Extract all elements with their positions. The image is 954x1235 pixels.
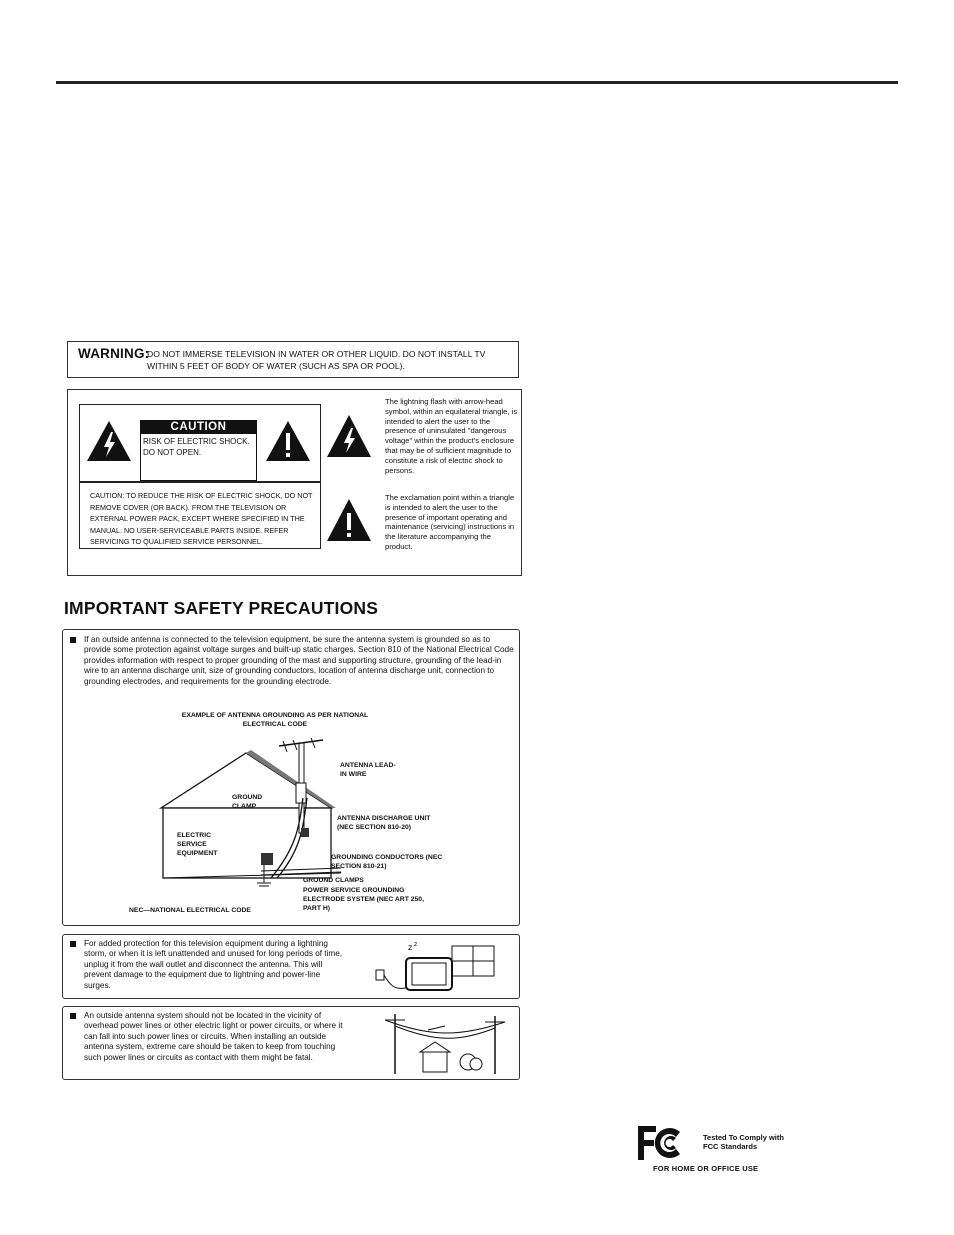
lightning-storm-text: For added protection for this television equipment during a lightning storm, or when it is left unattended and unused for long periods of time, unplug it from the wall outlet and disconnect the antenna. This will prevent damage to the equipment due to lightning and power-line surges.: [84, 939, 343, 990]
svg-text:z: z: [414, 941, 418, 948]
label-grounding-conductors: GROUNDING CONDUCTORS (NEC SECTION 810-21): [331, 854, 443, 871]
label-discharge-unit: ANTENNA DISCHARGE UNIT (NEC SECTION 810-20): [337, 815, 431, 832]
exclamation-triangle-icon: [325, 496, 373, 544]
label-antenna-lead: ANTENNA LEAD-IN WIRE: [340, 762, 396, 779]
top-rule: [56, 81, 898, 84]
caution-box: [67, 389, 522, 576]
bullet: [70, 637, 76, 643]
warning-title: WARNING:: [78, 346, 150, 361]
fcc-tested-text: Tested To Comply with FCC Standards: [703, 1133, 784, 1151]
antenna-grounding-text: If an outside antenna is connected to the television equipment, be sure the antenna system is grounded so as to provide some protection against voltage surges and built-up static charges. Section 810 of the National Electrical Code provides information with respect to proper grounding of the mast and supporting structure, grounding of the lead-in wire to an antenna discharge unit, size of grounding conductors, location of antenna discharge unit, connection to grounding electrodes, and requirements for the grounding electrode.: [84, 635, 514, 686]
caution-divider: [80, 481, 320, 483]
safety-heading: IMPORTANT SAFETY PRECAUTIONS: [64, 598, 379, 618]
tv-unplug-illustration: [368, 940, 513, 998]
antenna-grounding-box: [62, 629, 520, 926]
bullet: [70, 1013, 76, 1019]
caution-panel: [79, 404, 321, 549]
lightning-storm-box: [62, 934, 520, 999]
bullet: [70, 941, 76, 947]
label-nec: NEC—NATIONAL ELECTRICAL CODE: [129, 907, 251, 914]
lightning-explanation: The lightning flash with arrow-head symbol, within an equilateral triangle, is intended to alert the user to the presence of uninsulated "dangerous voltage" within the product's enclosure that may be of sufficient magnitude to constitute a risk of electric shock to persons.: [385, 397, 518, 475]
fcc-home-use: FOR HOME OR OFFICE USE: [653, 1164, 759, 1173]
exclamation-explanation: The exclamation point within a triangle is intended to alert the user to the presence of important operating and maintenance (servicing) instructions in the literature accompanying the product.: [385, 493, 515, 551]
label-power-grounding: POWER SERVICE GROUNDING ELECTRODE SYSTEM (NEC ART 250, PART H): [303, 887, 424, 913]
caution-shock-text: RISK OF ELECTRIC SHOCK. DO NOT OPEN.: [140, 434, 257, 481]
lightning-triangle-icon: [85, 419, 133, 463]
lightning-triangle-icon: [325, 412, 373, 460]
svg-text:z: z: [408, 943, 413, 952]
power-lines-box: [62, 1006, 520, 1080]
label-electric-service: ELECTRIC SERVICE EQUIPMENT: [177, 832, 218, 858]
label-ground-clamp: GROUND CLAMP: [232, 794, 263, 811]
caution-label: CAUTION: [140, 420, 257, 434]
diagram-title: EXAMPLE OF ANTENNA GROUNDING AS PER NATIONAL ELECTRICAL CODE: [181, 712, 369, 729]
caution-description: CAUTION: TO REDUCE THE RISK OF ELECTRIC SHOCK, DO NOT REMOVE COVER (OR BACK). FROM THE TELEVISION OR EXTERNAL POWER PACK, EXCEPT WHERE SPECIFIED IN THE MANUAL. NO USER-SERVICEABLE PARTS INSIDE. REFER SERVICING TO QUALIFIED SERVICE PERSONNEL.: [90, 491, 313, 546]
warning-box: [67, 341, 519, 378]
label-ground-clamps: GROUND CLAMPS: [303, 877, 364, 884]
fcc-logo: [636, 1124, 684, 1167]
warning-text: DO NOT IMMERSE TELEVISION IN WATER OR OTHER LIQUID. DO NOT INSTALL TV WITHIN 5 FEET OF BODY OF WATER (SUCH AS SPA OR POOL).: [147, 349, 486, 371]
exclamation-triangle-icon: [264, 419, 312, 463]
power-lines-illustration: [380, 1012, 515, 1076]
fcc-logo-icon: [636, 1124, 684, 1162]
power-lines-text: An outside antenna system should not be located in the vicinity of overhead power lines or other electric light or power circuits, or where it can fall into such power lines or circuits. When installing an outside antenna system, extreme care should be taken to keep from touching such power lines or circuits as contact with them might be fatal.: [84, 1011, 343, 1062]
